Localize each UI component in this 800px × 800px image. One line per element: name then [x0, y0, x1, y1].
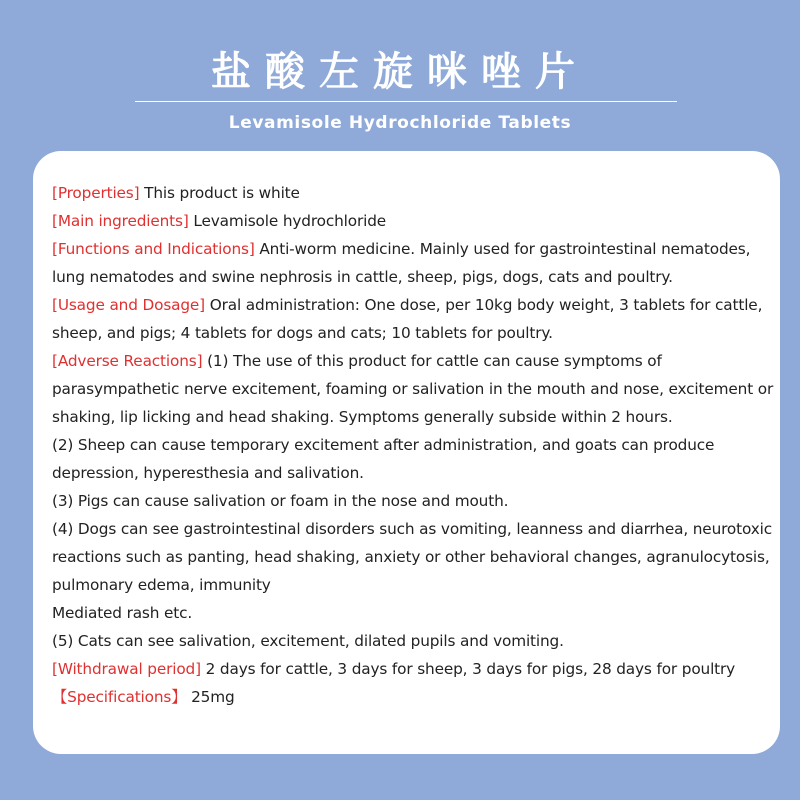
- adverse-reactions-section: [52, 347, 780, 431]
- properties-text: This product is white: [139, 184, 300, 202]
- page-title-english: Levamisole Hydrochloride Tablets: [228, 113, 572, 133]
- specifications-section: [52, 683, 780, 711]
- functions-label: [Functions and Indications]: [52, 240, 255, 258]
- adverse-reactions-text: (1) The use of this product for cattle can cause symptoms of parasympathetic nerve excitement, foaming or salivation in the mouth and nose, excitement or shaking, lip licking and head shaking. Symptoms generally subside within 2 hours.: [52, 352, 774, 426]
- adverse-item-3: (3) Pigs can cause salivation or foam in the nose and mouth.: [52, 492, 509, 510]
- main-ingredients-text: Levamisole hydrochloride: [188, 212, 387, 230]
- title-divider: [135, 101, 677, 102]
- withdrawal-label: [Withdrawal period]: [52, 660, 201, 678]
- usage-label: [Usage and Dosage]: [52, 296, 206, 314]
- properties-section: [52, 179, 780, 207]
- adverse-item-5: (5) Cats can see salivation, excitement, dilated pupils and vomiting.: [52, 632, 564, 650]
- withdrawal-text: 2 days for cattle, 3 days for sheep, 3 days for pigs, 28 days for poultry: [200, 660, 736, 678]
- usage-section: [52, 291, 780, 347]
- product-description: [52, 179, 780, 711]
- adverse-item-4-continued: Mediated rash etc.: [52, 604, 193, 622]
- usage-text: Oral administration: One dose, per 10kg body weight, 3 tablets for cattle, sheep, and pigs; 4 tablets for dogs and cats; 10 tablets for poultry.: [52, 296, 763, 342]
- adverse-item-4: (4) Dogs can see gastrointestinal disorders such as vomiting, leanness and diarrhea, neurotoxic reactions such as panting, head shaking, anxiety or other behavioral changes, agranulocytosis, pulmonary edema, immunity: [52, 520, 772, 594]
- adverse-item-2: (2) Sheep can cause temporary excitement after administration, and goats can produce depression, hyperesthesia and salivation.: [52, 436, 715, 482]
- functions-section: [52, 235, 780, 291]
- adverse-reactions-label: [Adverse Reactions]: [52, 352, 203, 370]
- specifications-label: 【Specifications】: [52, 688, 187, 706]
- main-ingredients-label: [Main ingredients]: [52, 212, 189, 230]
- functions-text: Anti-worm medicine. Mainly used for gastrointestinal nematodes, lung nematodes and swine nephrosis in cattle, sheep, pigs, dogs, cats and poultry.: [52, 240, 751, 286]
- specifications-text: 25mg: [186, 688, 235, 706]
- withdrawal-section: [52, 655, 780, 683]
- main-ingredients-section: [52, 207, 780, 235]
- page-title-chinese: 盐酸左旋咪唑片: [211, 49, 589, 95]
- properties-label: [Properties]: [52, 184, 140, 202]
